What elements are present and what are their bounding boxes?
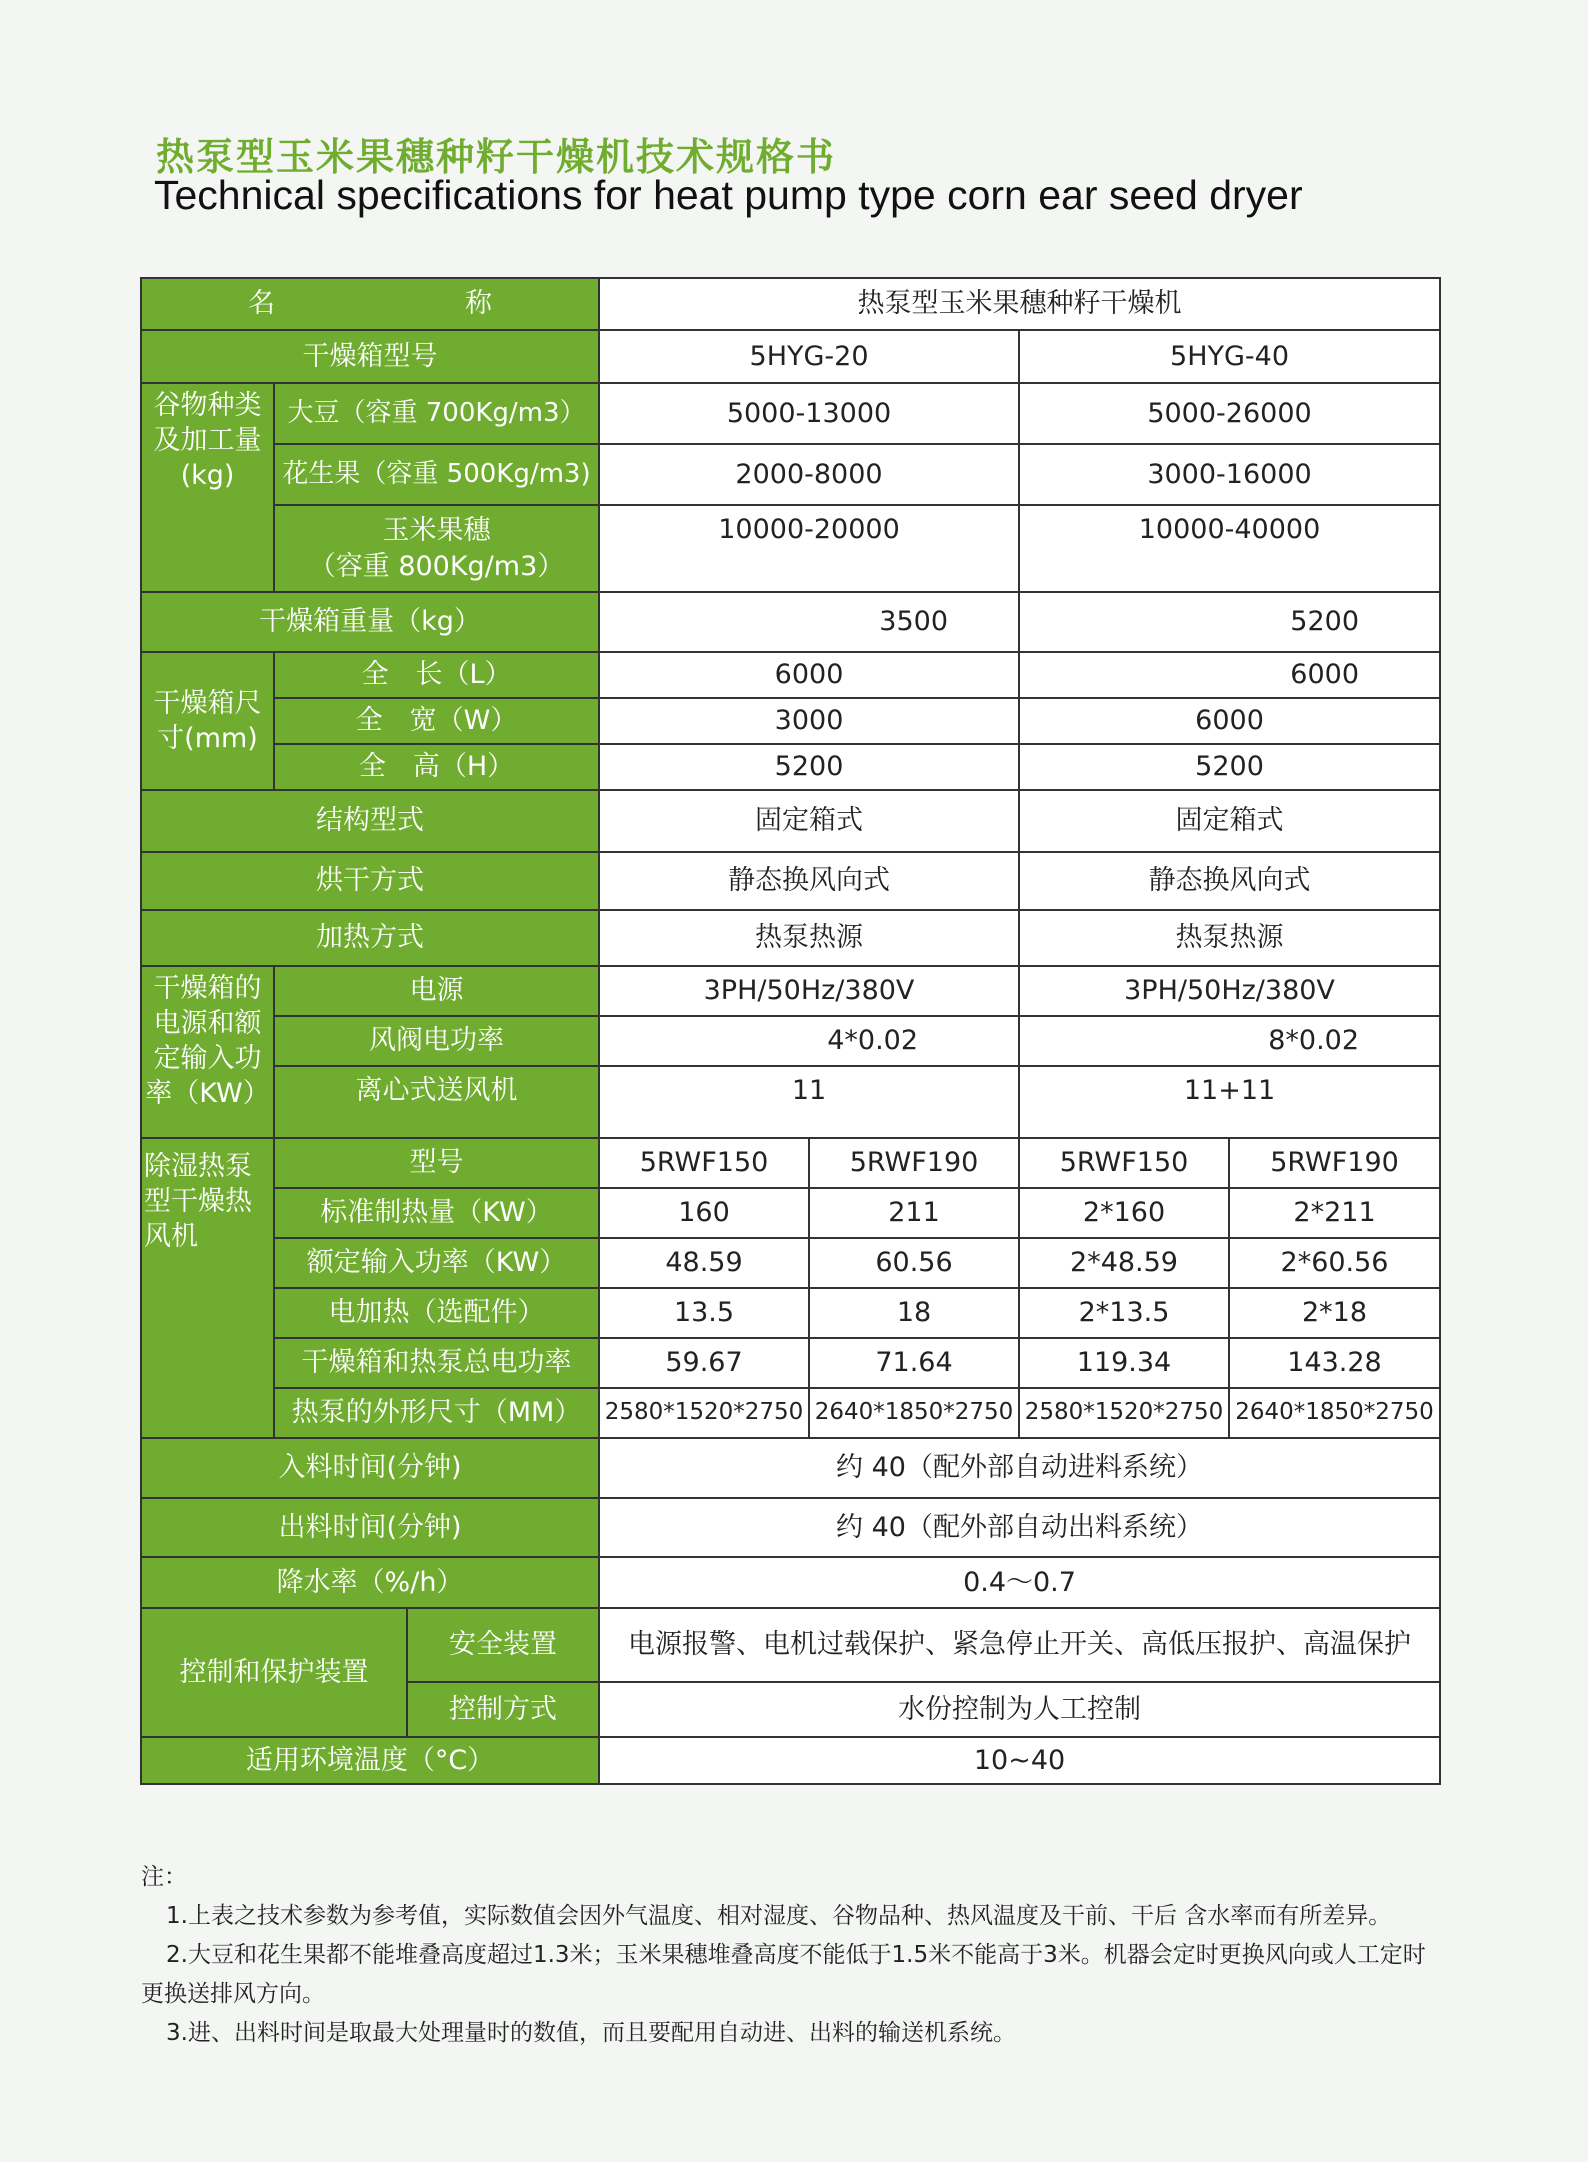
note-1: 1.上表之技术参数为参考值，实际数值会因外气温度、相对湿度、谷物品种、热风温度及干前、干后 含水率而有所差异。 — [166, 1903, 1392, 1930]
height-label: 全 高（H） — [274, 744, 599, 790]
input-label: 额定输入功率（KW） — [274, 1238, 599, 1288]
note-2: 2.大豆和花生果都不能堆叠高度超过1.3米；玉米果穗堆叠高度不能低于1.5米不能高于3米。机器会定时更换风向或人工定时 — [166, 1942, 1426, 1969]
pump-model-label: 型号 — [274, 1138, 599, 1188]
input-4: 2*60.56 — [1229, 1238, 1440, 1288]
title-english: Technical specifications for heat pump type corn ear seed dryer — [154, 172, 1303, 218]
row-model — [141, 330, 1440, 383]
elec-1: 13.5 — [599, 1288, 809, 1338]
length-a: 6000 — [599, 652, 1019, 698]
spec-table — [140, 277, 1441, 1785]
elec-label: 电加热（选配件） — [274, 1288, 599, 1338]
feed-in-label: 入料时间(分钟) — [141, 1438, 599, 1498]
row-peanut — [141, 444, 1440, 505]
safety-value: 电源报警、电机过载保护、紧急停止开关、高低压报护、高温保护 — [599, 1608, 1440, 1682]
heat-label: 标准制热量（KW） — [274, 1188, 599, 1238]
total-3: 119.34 — [1019, 1338, 1229, 1388]
dim-label: 热泵的外形尺寸（MM） — [274, 1388, 599, 1438]
rate-value: 0.4～0.7 — [599, 1557, 1440, 1608]
row-width — [141, 698, 1440, 744]
height-b: 5200 — [1019, 744, 1440, 790]
row-heat — [141, 1188, 1440, 1238]
row-input — [141, 1238, 1440, 1288]
fan-label: 离心式送风机 — [274, 1066, 599, 1138]
heating-label: 加热方式 — [141, 910, 599, 966]
title-chinese: 热泵型玉米果穗种籽干燥机技术规格书 — [156, 135, 837, 179]
method-value: 水份控制为人工控制 — [599, 1682, 1440, 1737]
note-3: 3.进、出料时间是取最大处理量时的数值，而且要配用自动进、出料的输送机系统。 — [166, 2020, 1016, 2047]
length-b: 6000 — [1019, 652, 1440, 698]
input-2: 60.56 — [809, 1238, 1019, 1288]
feed-out-label: 出料时间(分钟) — [141, 1498, 599, 1557]
env-value: 10~40 — [599, 1737, 1440, 1784]
structure-b: 固定箱式 — [1019, 790, 1440, 852]
row-safety — [141, 1608, 1440, 1682]
dim-1: 2580*1520*2750 — [599, 1388, 809, 1438]
elec-2: 18 — [809, 1288, 1019, 1338]
supply-b: 3PH/50Hz/380V — [1019, 966, 1440, 1016]
valve-a: 4*0.02 — [599, 1016, 1019, 1066]
peanut-a: 2000-8000 — [599, 444, 1019, 505]
soy-label: 大豆（容重 700Kg/m3） — [274, 383, 599, 444]
drying-label: 烘干方式 — [141, 852, 599, 910]
pump-model-2: 5RWF190 — [809, 1138, 1019, 1188]
input-1: 48.59 — [599, 1238, 809, 1288]
pump-model-1: 5RWF150 — [599, 1138, 809, 1188]
notes — [141, 1858, 1451, 2053]
rate-label: 降水率（%/h） — [141, 1557, 599, 1608]
total-2: 71.64 — [809, 1338, 1019, 1388]
drying-a: 静态换风向式 — [599, 852, 1019, 910]
total-label: 干燥箱和热泵总电功率 — [274, 1338, 599, 1388]
supply-label: 电源 — [274, 966, 599, 1016]
row-name — [141, 278, 1440, 330]
corn-b: 10000-40000 — [1019, 505, 1440, 592]
size-group: 干燥箱尺 寸(mm) — [141, 652, 274, 790]
model-a: 5HYG-20 — [599, 330, 1019, 383]
feed-in-value: 约 40（配外部自动进料系统） — [599, 1438, 1440, 1498]
elec-3: 2*13.5 — [1019, 1288, 1229, 1338]
note-2-cont: 更换送排风方向。 — [141, 1981, 325, 2008]
weight-b: 5200 — [1019, 592, 1440, 652]
heating-a: 热泵热源 — [599, 910, 1019, 966]
soy-b: 5000-26000 — [1019, 383, 1440, 444]
supply-a: 3PH/50Hz/380V — [599, 966, 1019, 1016]
row-total — [141, 1338, 1440, 1388]
feed-out-value: 约 40（配外部自动出料系统） — [599, 1498, 1440, 1557]
row-drying — [141, 852, 1440, 910]
method-label: 控制方式 — [407, 1682, 599, 1737]
row-corn — [141, 505, 1440, 592]
safety-label: 安全装置 — [407, 1608, 599, 1682]
row-height — [141, 744, 1440, 790]
row-heating — [141, 910, 1440, 966]
env-label: 适用环境温度（°C） — [141, 1737, 599, 1784]
row-rate — [141, 1557, 1440, 1608]
row-length — [141, 652, 1440, 698]
row-dim — [141, 1388, 1440, 1438]
peanut-label: 花生果（容重 500Kg/m3) — [274, 444, 599, 505]
corn-label: 玉米果穗 （容重 800Kg/m3） — [274, 505, 599, 592]
valve-label: 风阀电功率 — [274, 1016, 599, 1066]
notes-heading: 注： — [141, 1864, 187, 1890]
dim-3: 2580*1520*2750 — [1019, 1388, 1229, 1438]
elec-4: 2*18 — [1229, 1288, 1440, 1338]
weight-label: 干燥箱重量（kg） — [141, 592, 599, 652]
dim-2: 2640*1850*2750 — [809, 1388, 1019, 1438]
soy-a: 5000-13000 — [599, 383, 1019, 444]
width-label: 全 宽（W） — [274, 698, 599, 744]
heat-1: 160 — [599, 1188, 809, 1238]
name-label: 名 称 — [141, 278, 599, 330]
weight-a: 3500 — [599, 592, 1019, 652]
heating-b: 热泵热源 — [1019, 910, 1440, 966]
length-label: 全 长（L） — [274, 652, 599, 698]
model-label: 干燥箱型号 — [141, 330, 599, 383]
structure-a: 固定箱式 — [599, 790, 1019, 852]
fan-a: 11 — [599, 1066, 1019, 1138]
pump-group: 除湿热泵 型干燥热 风机 — [141, 1138, 274, 1438]
fan-b: 11+11 — [1019, 1066, 1440, 1138]
name-value: 热泵型玉米果穗种籽干燥机 — [599, 278, 1440, 330]
structure-label: 结构型式 — [141, 790, 599, 852]
heat-3: 2*160 — [1019, 1188, 1229, 1238]
row-weight — [141, 592, 1440, 652]
total-1: 59.67 — [599, 1338, 809, 1388]
pump-model-3: 5RWF150 — [1019, 1138, 1229, 1188]
model-b: 5HYG-40 — [1019, 330, 1440, 383]
drying-b: 静态换风向式 — [1019, 852, 1440, 910]
width-a: 3000 — [599, 698, 1019, 744]
row-supply — [141, 966, 1440, 1016]
row-fan — [141, 1066, 1440, 1138]
row-env — [141, 1737, 1440, 1784]
total-4: 143.28 — [1229, 1338, 1440, 1388]
row-valve — [141, 1016, 1440, 1066]
control-group: 控制和保护装置 — [141, 1608, 407, 1737]
grain-group: 谷物种类 及加工量 (kg) — [141, 383, 274, 592]
power-group: 干燥箱的 电源和额 定输入功 率（KW） — [141, 966, 274, 1138]
corn-a: 10000-20000 — [599, 505, 1019, 592]
input-3: 2*48.59 — [1019, 1238, 1229, 1288]
width-b: 6000 — [1019, 698, 1440, 744]
valve-b: 8*0.02 — [1019, 1016, 1440, 1066]
row-structure — [141, 790, 1440, 852]
row-elec — [141, 1288, 1440, 1338]
heat-2: 211 — [809, 1188, 1019, 1238]
heat-4: 2*211 — [1229, 1188, 1440, 1238]
dim-4: 2640*1850*2750 — [1229, 1388, 1440, 1438]
row-pump-model — [141, 1138, 1440, 1188]
pump-model-4: 5RWF190 — [1229, 1138, 1440, 1188]
row-feed-in — [141, 1438, 1440, 1498]
row-feed-out — [141, 1498, 1440, 1557]
row-soy — [141, 383, 1440, 444]
height-a: 5200 — [599, 744, 1019, 790]
peanut-b: 3000-16000 — [1019, 444, 1440, 505]
